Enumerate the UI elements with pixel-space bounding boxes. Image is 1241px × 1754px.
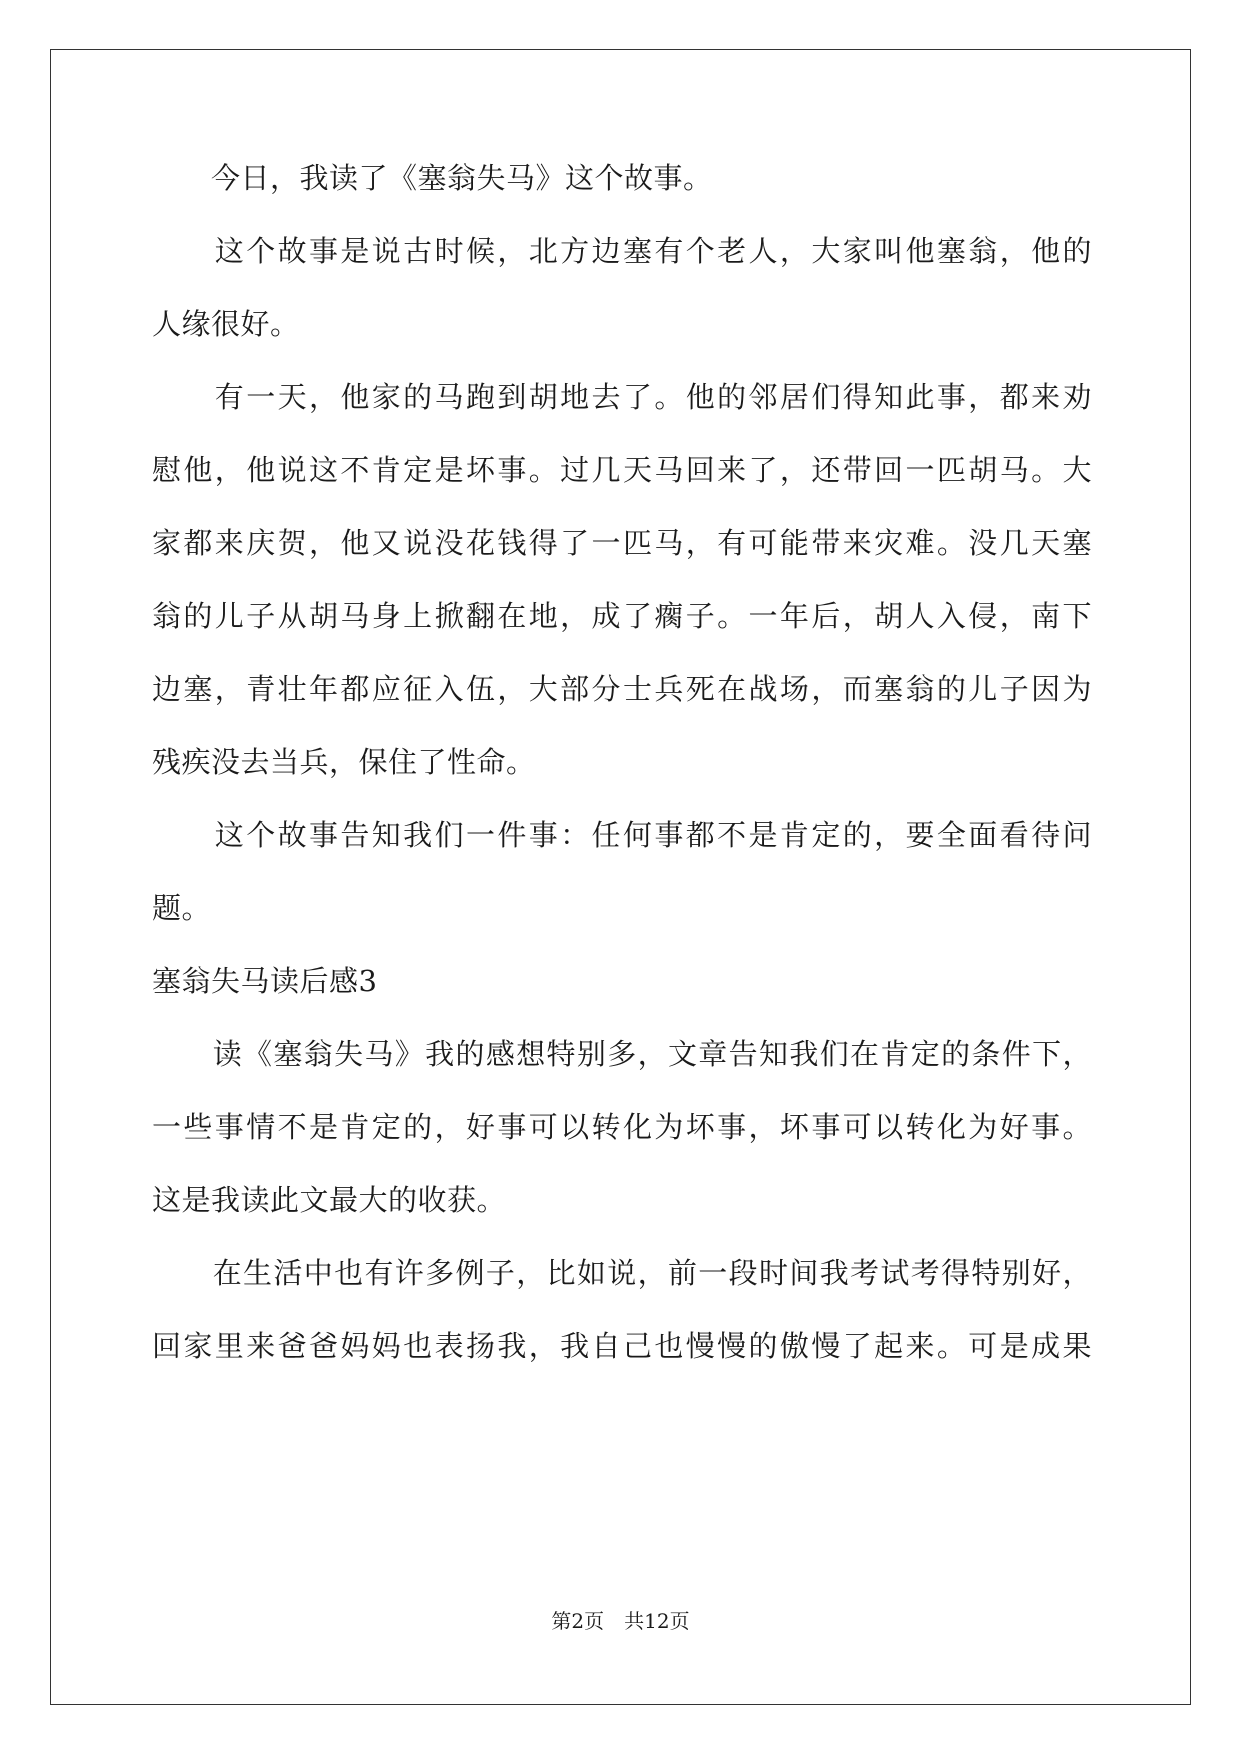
text-line: 有一天，他家的马跑到胡地去了。他的邻居们得知此事，都来劝 bbox=[152, 380, 1092, 414]
text-line: 慰他，他说这不肯定是坏事。过几天马回来了，还带回一匹胡马。大 bbox=[152, 453, 1092, 487]
text-line: 在生活中也有许多例子，比如说，前一段时间我考试考得特别好， bbox=[152, 1256, 1092, 1290]
page-number: 第2页 bbox=[551, 1609, 605, 1633]
text-line: 读《塞翁失马》我的感想特别多，文章告知我们在肯定的条件下， bbox=[152, 1037, 1092, 1071]
text-line: 题。 bbox=[152, 891, 212, 925]
text-line: 这个故事是说古时候，北方边塞有个老人，大家叫他塞翁，他的 bbox=[152, 234, 1092, 268]
text-line: 人缘很好。 bbox=[152, 307, 300, 341]
text-line: 这个故事告知我们一件事：任何事都不是肯定的，要全面看待问 bbox=[152, 818, 1092, 852]
text-line: 翁的儿子从胡马身上掀翻在地，成了瘸子。一年后，胡人入侵，南下 bbox=[152, 599, 1092, 633]
text-line: 今日，我读了《塞翁失马》这个故事。 bbox=[152, 161, 713, 195]
page-total: 共12页 bbox=[624, 1609, 690, 1633]
page-footer bbox=[0, 1609, 1241, 1633]
text-line: 残疾没去当兵，保住了性命。 bbox=[152, 745, 536, 779]
text-line: 家都来庆贺，他又说没花钱得了一匹马，有可能带来灾难。没几天塞 bbox=[152, 526, 1092, 560]
section-heading: 塞翁失马读后感3 bbox=[152, 964, 378, 998]
text-line: 一些事情不是肯定的，好事可以转化为坏事，坏事可以转化为好事。 bbox=[152, 1110, 1092, 1144]
text-line: 回家里来爸爸妈妈也表扬我，我自己也慢慢的傲慢了起来。可是成果 bbox=[152, 1329, 1092, 1363]
text-line: 这是我读此文最大的收获。 bbox=[152, 1183, 507, 1217]
page-border bbox=[50, 49, 1191, 1705]
text-line: 边塞，青壮年都应征入伍，大部分士兵死在战场，而塞翁的儿子因为 bbox=[152, 672, 1092, 706]
